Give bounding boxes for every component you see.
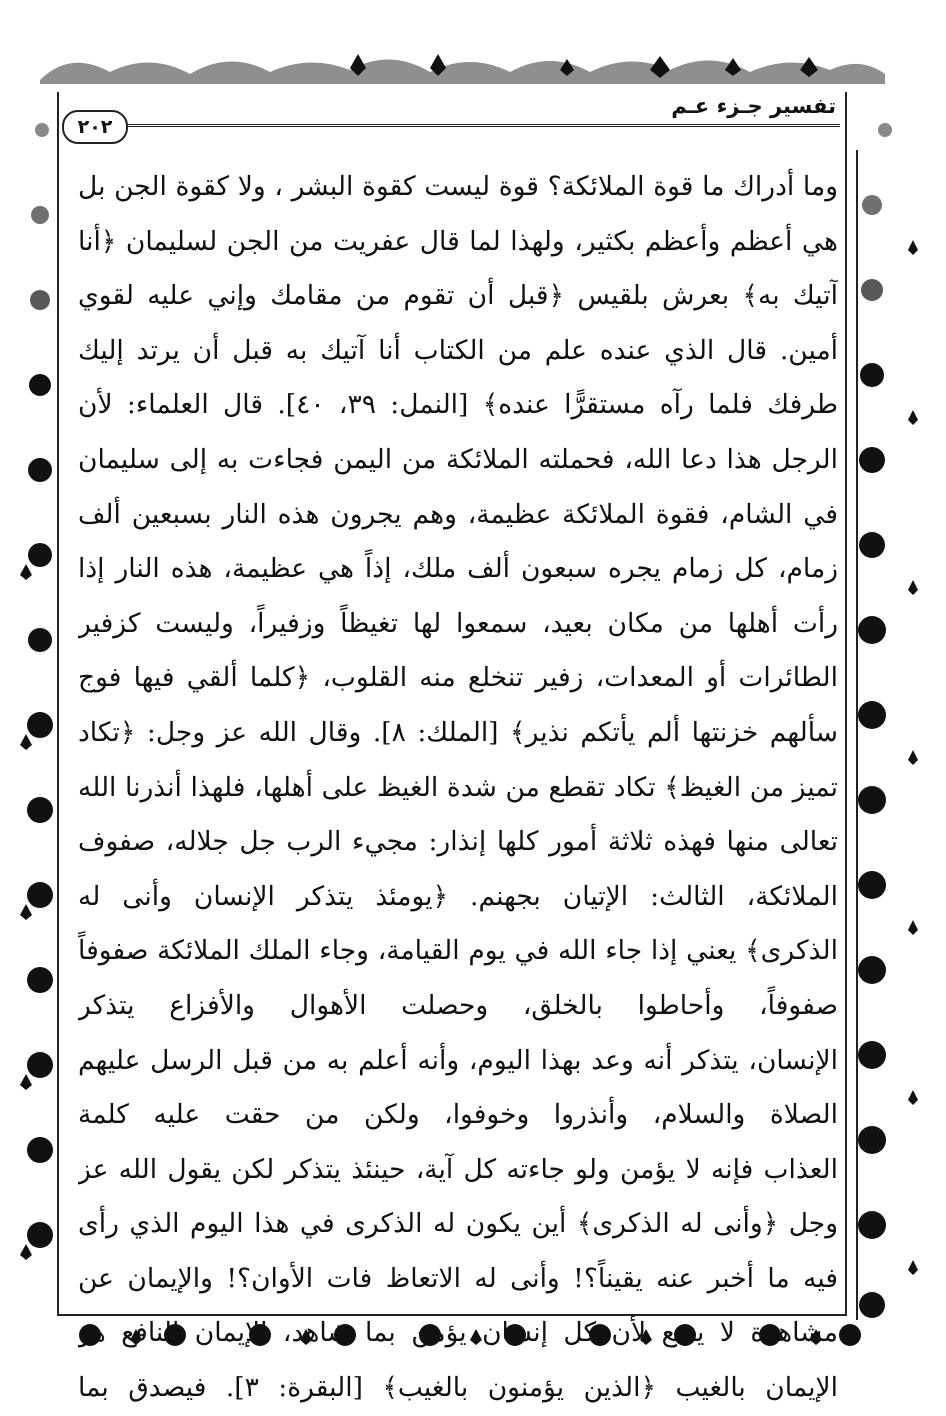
text-line: صفوفاً، وأحاطوا بالخلق، وحصلت الأهوال والأفزاع يتذكر: [78, 989, 838, 1021]
text-line: في الشام، فقوة الملائكة عظيمة، وهم يجرون هذه النار بسبعين ألف: [78, 498, 838, 530]
left-ornament-column: [27, 123, 53, 1248]
running-title: تفسير جـزء عـم: [671, 94, 836, 118]
text-line: الطائرات أو المعدات، زفير تنخلع منه القلوب، ﴿كلما ألقي فيها فوج: [78, 662, 838, 694]
page-number: ٢٠٢: [62, 110, 128, 144]
text-line: وجل ﴿وأنى له الذكرى﴾ أين يكون له الذكرى في هذا اليوم الذي رأى: [78, 1208, 838, 1240]
text-line: أمين. قال الذي عنده علم من الكتاب أنا آتيك به قبل أن يرتد إليك: [78, 334, 838, 366]
text-line: الرجل هذا دعا الله، فحملته الملائكة من اليمن فجاءت به إلى سليمان: [78, 443, 838, 475]
right-ornament-column: [858, 123, 892, 1318]
body-text: [78, 160, 838, 1416]
page-header: [62, 88, 844, 146]
text-line: رأت أهلها من مكان بعيد، سمعوا لها تغيظاً وزفيراً، وليست كزفير: [78, 607, 838, 639]
text-line: الإيمان بالغيب ﴿الذين يؤمنون بالغيب﴾ [البقرة: ٣]. فيصدق بما: [78, 1372, 838, 1404]
right-ornament-stars: [908, 240, 918, 1275]
text-line: هي أعظم وأعظم بكثير، ولهذا لما قال عفريت من الجن لسليمان ﴿أنا: [78, 225, 838, 257]
header-rule: [124, 124, 840, 127]
text-line: سألهم خزنتها ألم يأتكم نذير﴾ [الملك: ٨]. وقال الله عز وجل: ﴿تكاد: [78, 716, 838, 748]
text-line: تميز من الغيظ﴾ تكاد تقطع من شدة الغيظ على أهلها، فلهذا أنذرنا الله: [78, 771, 838, 803]
text-line: العذاب فإنه لا يؤمن ولو جاءته كل آية، حينئذ يتذكر لكن يقول الله عز: [78, 1153, 838, 1185]
text-line: الملائكة، الثالث: الإتيان بجهنم. ﴿يومئذ يتذكر الإنسان وأنى له: [78, 880, 838, 912]
text-line: الإنسان، يتذكر أنه وعد بهذا اليوم، وأنه أعلم به من قبل الرسل عليهم: [78, 1044, 838, 1076]
text-line: تعالى منها فهذه ثلاثة أمور كلها إنذار: مجيء الرب جل جلاله، صفوف: [78, 826, 838, 858]
text-line: الذكرى﴾ يعني إذا جاء الله في يوم القيامة، وجاء الملك الملائكة صفوفاً: [78, 935, 838, 967]
text-line: وما أدراك ما قوة الملائكة؟ قوة ليست كقوة البشر ، ولا كقوة الجن بل: [78, 171, 838, 202]
text-line: آتيك به﴾ بعرش بلقيس ﴿قبل أن تقوم من مقامك وإني عليه لقوي: [78, 280, 838, 312]
text-line: مشاهدة لا ينفع لأن كل إنسان يؤمن بما شاهد، الإيمان النافع هو: [78, 1317, 838, 1349]
text-line: فيه ما أخبر عنه يقيناً؟! وأنى له الاتعاظ فات الأوان؟! والإيمان عن: [78, 1262, 838, 1294]
top-ornament-strip: [40, 59, 885, 84]
text-line: الصلاة والسلام، وأنذروا وخوفوا، ولكن من حقت عليه كلمة: [78, 1099, 838, 1131]
text-line: زمام، كل زمام يجره سبعون ألف ملك، إذاً هي عظيمة، هذه النار إذا: [78, 553, 838, 585]
text-line: طرفك فلما رآه مستقرًّا عنده﴾ [النمل: ٣٩، ٤٠]. قال العلماء: لأن: [78, 389, 838, 421]
